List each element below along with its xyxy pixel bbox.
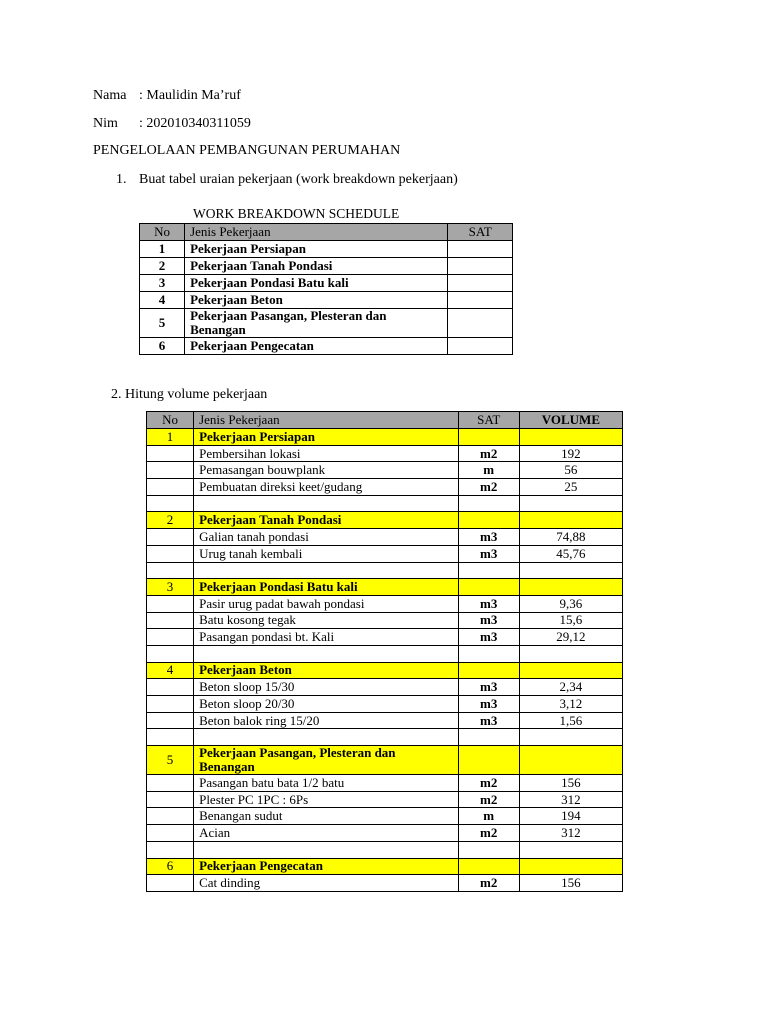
volume-cell-no	[147, 479, 194, 496]
wbs-row	[140, 275, 513, 292]
volume-cell-volume: 74,88	[519, 529, 622, 546]
volume-cell-jenis	[194, 495, 459, 512]
wbs-header-no: No	[140, 224, 185, 241]
volume-cell-sat: m3	[458, 696, 519, 713]
volume-item-row	[147, 445, 623, 462]
volume-group-row	[147, 746, 623, 775]
nim-line	[93, 116, 251, 132]
course-title: PENGELOLAAN PEMBANGUNAN PERUMAHAN	[93, 143, 401, 158]
volume-cell-jenis: Galian tanah pondasi	[194, 529, 459, 546]
wbs-cell-no: 2	[140, 258, 185, 275]
volume-cell-sat	[458, 562, 519, 579]
volume-cell-jenis: Plester PC 1PC : 6Ps	[194, 791, 459, 808]
wbs-cell-sat	[448, 309, 513, 338]
volume-cell-volume	[519, 841, 622, 858]
volume-cell-sat: m3	[458, 679, 519, 696]
volume-cell-jenis: Acian	[194, 825, 459, 842]
volume-cell-no: 4	[147, 662, 194, 679]
volume-cell-jenis: Pembersihan lokasi	[194, 445, 459, 462]
nama-value: : Maulidin Ma’ruf	[139, 88, 241, 103]
volume-cell-jenis: Pasir urug padat bawah pondasi	[194, 595, 459, 612]
wbs-row	[140, 258, 513, 275]
volume-cell-no	[147, 875, 194, 892]
volume-cell-sat: m3	[458, 612, 519, 629]
volume-item-row	[147, 775, 623, 792]
volume-cell-sat: m3	[458, 595, 519, 612]
volume-cell-volume: 29,12	[519, 629, 622, 646]
volume-body	[147, 429, 623, 892]
volume-cell-jenis: Pekerjaan Persiapan	[194, 429, 459, 446]
volume-item-row	[147, 696, 623, 713]
volume-cell-no	[147, 808, 194, 825]
volume-cell-sat	[458, 841, 519, 858]
volume-cell-sat: m3	[458, 629, 519, 646]
volume-cell-no	[147, 629, 194, 646]
volume-cell-volume: 15,6	[519, 612, 622, 629]
volume-cell-no	[147, 775, 194, 792]
volume-cell-sat	[458, 746, 519, 775]
volume-cell-sat: m2	[458, 875, 519, 892]
volume-cell-volume: 312	[519, 791, 622, 808]
volume-cell-jenis	[194, 645, 459, 662]
wbs-header-row	[140, 224, 513, 241]
wbs-cell-sat	[448, 292, 513, 309]
volume-item-row	[147, 825, 623, 842]
volume-cell-jenis: Beton sloop 15/30	[194, 679, 459, 696]
volume-cell-no	[147, 645, 194, 662]
wbs-row	[140, 309, 513, 338]
task1-number: 1.	[116, 172, 127, 187]
volume-cell-no	[147, 791, 194, 808]
volume-cell-jenis: Pekerjaan Tanah Pondasi	[194, 512, 459, 529]
volume-cell-no: 2	[147, 512, 194, 529]
wbs-table	[139, 223, 513, 355]
volume-cell-sat	[458, 729, 519, 746]
wbs-cell-no: 6	[140, 338, 185, 355]
wbs-header-jenis: Jenis Pekerjaan	[185, 224, 448, 241]
volume-header-volume: VOLUME	[519, 412, 622, 429]
wbs-cell-sat	[448, 258, 513, 275]
volume-cell-sat	[458, 662, 519, 679]
volume-cell-volume	[519, 579, 622, 596]
volume-cell-jenis: Pasangan batu bata 1/2 batu	[194, 775, 459, 792]
volume-cell-volume: 312	[519, 825, 622, 842]
volume-cell-jenis: Benangan sudut	[194, 808, 459, 825]
volume-header-sat: SAT	[458, 412, 519, 429]
volume-blank-row	[147, 645, 623, 662]
volume-cell-sat: m	[458, 462, 519, 479]
volume-header-jenis: Jenis Pekerjaan	[194, 412, 459, 429]
volume-group-row	[147, 662, 623, 679]
volume-item-row	[147, 529, 623, 546]
wbs-cell-jenis: Pekerjaan Pengecatan	[185, 338, 448, 355]
volume-blank-row	[147, 495, 623, 512]
volume-cell-jenis: Pemasangan bouwplank	[194, 462, 459, 479]
volume-cell-no	[147, 679, 194, 696]
volume-item-row	[147, 462, 623, 479]
volume-group-row	[147, 429, 623, 446]
wbs-row	[140, 338, 513, 355]
wbs-cell-sat	[448, 338, 513, 355]
volume-cell-jenis: Pekerjaan Pengecatan	[194, 858, 459, 875]
volume-item-row	[147, 545, 623, 562]
volume-cell-jenis: Pekerjaan Pondasi Batu kali	[194, 579, 459, 596]
volume-cell-no	[147, 545, 194, 562]
wbs-header-sat: SAT	[448, 224, 513, 241]
volume-blank-row	[147, 729, 623, 746]
task1-line	[116, 172, 458, 188]
volume-blank-row	[147, 841, 623, 858]
volume-cell-jenis: Pekerjaan Beton	[194, 662, 459, 679]
volume-cell-volume	[519, 645, 622, 662]
volume-cell-no	[147, 841, 194, 858]
volume-cell-no	[147, 445, 194, 462]
volume-item-row	[147, 875, 623, 892]
volume-cell-volume: 156	[519, 775, 622, 792]
volume-cell-no: 3	[147, 579, 194, 596]
volume-cell-no	[147, 495, 194, 512]
volume-cell-jenis	[194, 729, 459, 746]
volume-cell-no	[147, 696, 194, 713]
volume-cell-jenis: Pembuatan direksi keet/gudang	[194, 479, 459, 496]
volume-cell-volume: 192	[519, 445, 622, 462]
volume-cell-jenis	[194, 562, 459, 579]
wbs-body	[140, 241, 513, 355]
nama-label: Nama	[93, 88, 127, 103]
volume-cell-sat: m2	[458, 479, 519, 496]
volume-item-row	[147, 679, 623, 696]
wbs-cell-jenis: Pekerjaan Pasangan, Plesteran dan Benangan	[185, 309, 448, 338]
volume-item-row	[147, 612, 623, 629]
volume-cell-sat: m2	[458, 791, 519, 808]
volume-cell-no	[147, 595, 194, 612]
wbs-cell-jenis: Pekerjaan Beton	[185, 292, 448, 309]
volume-cell-volume: 156	[519, 875, 622, 892]
volume-cell-volume: 9,36	[519, 595, 622, 612]
volume-cell-volume	[519, 512, 622, 529]
volume-cell-volume: 3,12	[519, 696, 622, 713]
volume-cell-jenis: Pekerjaan Pasangan, Plesteran dan Benangan	[194, 746, 459, 775]
volume-cell-sat	[458, 495, 519, 512]
wbs-cell-no: 4	[140, 292, 185, 309]
nama-line	[93, 88, 241, 104]
wbs-row	[140, 241, 513, 258]
volume-cell-no: 6	[147, 858, 194, 875]
volume-cell-sat	[458, 579, 519, 596]
nim-value: : 202010340311059	[139, 116, 251, 131]
volume-cell-volume	[519, 662, 622, 679]
volume-cell-volume	[519, 495, 622, 512]
volume-cell-volume	[519, 729, 622, 746]
volume-cell-sat	[458, 512, 519, 529]
volume-cell-no	[147, 462, 194, 479]
task1-text: Buat tabel uraian pekerjaan (work breakdown pekerjaan)	[139, 172, 458, 187]
volume-cell-volume: 2,34	[519, 679, 622, 696]
volume-cell-jenis: Cat dinding	[194, 875, 459, 892]
volume-table	[146, 411, 623, 892]
volume-cell-jenis: Batu kosong tegak	[194, 612, 459, 629]
volume-cell-sat: m	[458, 808, 519, 825]
wbs-cell-no: 3	[140, 275, 185, 292]
volume-cell-jenis: Beton balok ring 15/20	[194, 712, 459, 729]
volume-cell-sat: m2	[458, 445, 519, 462]
wbs-cell-no: 5	[140, 309, 185, 338]
volume-cell-sat	[458, 429, 519, 446]
volume-item-row	[147, 791, 623, 808]
volume-cell-jenis: Beton sloop 20/30	[194, 696, 459, 713]
volume-item-row	[147, 595, 623, 612]
volume-cell-volume	[519, 429, 622, 446]
volume-group-row	[147, 579, 623, 596]
volume-cell-sat: m3	[458, 529, 519, 546]
volume-cell-no: 1	[147, 429, 194, 446]
nim-label: Nim	[93, 116, 118, 131]
volume-cell-volume	[519, 858, 622, 875]
volume-cell-volume: 194	[519, 808, 622, 825]
wbs-cell-jenis: Pekerjaan Persiapan	[185, 241, 448, 258]
wbs-cell-sat	[448, 275, 513, 292]
volume-cell-sat: m2	[458, 775, 519, 792]
volume-cell-volume: 45,76	[519, 545, 622, 562]
volume-cell-no	[147, 529, 194, 546]
volume-cell-jenis: Urug tanah kembali	[194, 545, 459, 562]
volume-cell-sat: m3	[458, 545, 519, 562]
volume-cell-sat: m3	[458, 712, 519, 729]
volume-cell-sat: m2	[458, 825, 519, 842]
wbs-cell-jenis: Pekerjaan Tanah Pondasi	[185, 258, 448, 275]
wbs-cell-sat	[448, 241, 513, 258]
volume-item-row	[147, 712, 623, 729]
volume-item-row	[147, 479, 623, 496]
wbs-cell-no: 1	[140, 241, 185, 258]
wbs-cell-jenis: Pekerjaan Pondasi Batu kali	[185, 275, 448, 292]
volume-cell-no	[147, 729, 194, 746]
volume-cell-volume: 1,56	[519, 712, 622, 729]
volume-cell-no	[147, 712, 194, 729]
task2-line: 2. Hitung volume pekerjaan	[111, 387, 268, 402]
volume-group-row	[147, 858, 623, 875]
volume-item-row	[147, 629, 623, 646]
volume-cell-volume	[519, 746, 622, 775]
volume-cell-jenis	[194, 841, 459, 858]
volume-cell-volume: 56	[519, 462, 622, 479]
volume-cell-jenis: Pasangan pondasi bt. Kali	[194, 629, 459, 646]
volume-group-row	[147, 512, 623, 529]
volume-cell-volume: 25	[519, 479, 622, 496]
wbs-row	[140, 292, 513, 309]
volume-header-row	[147, 412, 623, 429]
volume-cell-volume	[519, 562, 622, 579]
volume-cell-no	[147, 562, 194, 579]
volume-item-row	[147, 808, 623, 825]
volume-blank-row	[147, 562, 623, 579]
volume-cell-sat	[458, 858, 519, 875]
wbs-title: WORK BREAKDOWN SCHEDULE	[193, 206, 400, 221]
volume-header-no: No	[147, 412, 194, 429]
volume-cell-no	[147, 825, 194, 842]
volume-cell-sat	[458, 645, 519, 662]
volume-cell-no: 5	[147, 746, 194, 775]
volume-cell-no	[147, 612, 194, 629]
